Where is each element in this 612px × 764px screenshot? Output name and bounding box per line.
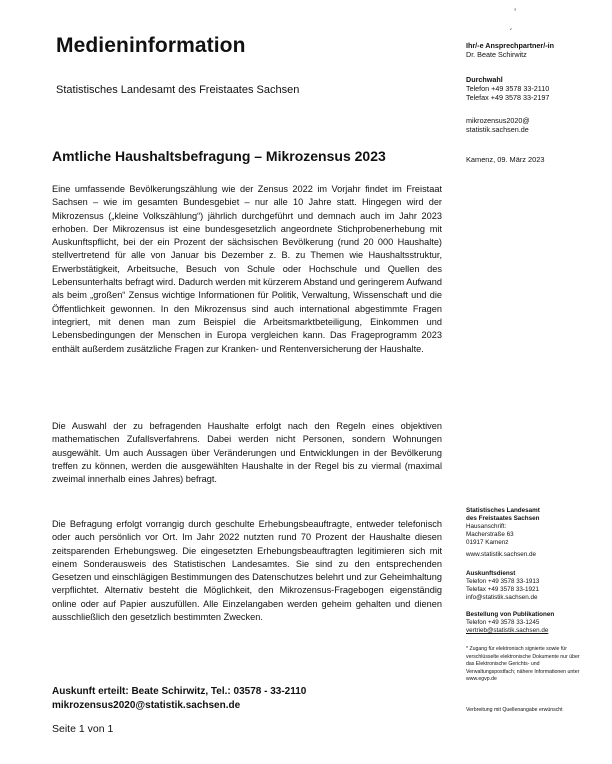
release-date: Kamenz, 09. März 2023 <box>466 155 545 164</box>
publications-label: Bestellung von Publikationen <box>466 611 555 618</box>
publications-order <box>466 611 554 635</box>
body-paragraph: Eine umfassende Bevölkerungszählung wie der Zensus 2022 im Vorjahr findet im Freistaat Sachsen – wie im gesamten Bundesgebiet – nur alle 10 Jahre statt. Hingegen wird der Mikrozensus („kleine Volkszählung“) jährlich durchgeführt und demnach auch im Jahr 2023 erhoben. Der Mikrozensus ist eine bundesgesetzlich angeordnete Stichprobenerhebung mit Auskunftspflicht, bei der ein Prozent der sächsischen Bevölkerung (rund 20 000 Haushalte) stellvertretend für alle von Januar bis Dezember z. B. zu Themen wie Haushaltsstruktur, Erwerbstätigkeit, Arbeitsuche, Besuch von Schule oder Hochschule und Quellen des Lebensunterhalts befragt wird. Dadurch werden mit kürzerem Abstand und geringerem Aufwand als beim „großen“ Zensus wichtige Informationen für Politik, Verwaltung, Wissenschaft und die Öffentlichkeit gewonnen. In den Mikrozensus sind auch international abgestimmte Fragen integriert, mit denen man zum Beispiel die Arbeitsmarktbeteiligung, Einkommen und Lebensbedingungen der Menschen in Europa vergleichen kann. Das Frageprogramm 2023 enthält außerdem zusätzliche Fragen zur Kranken- und Rentenversicherung der Haushalte. <box>52 184 442 354</box>
website-link[interactable]: www.statistik.sachsen.de <box>466 551 536 558</box>
phone-label: Durchwahl <box>466 75 503 84</box>
email-line: mikrozensus2020@ <box>466 116 530 125</box>
issuer-name: Statistisches Landesamt des Freistaates Sachsen <box>56 84 300 96</box>
document-title: Medieninformation <box>56 34 246 57</box>
office-name: Statistisches Landesamt <box>466 507 540 514</box>
city: 01917 Kamenz <box>466 539 509 546</box>
fax-number: Telefax +49 3578 33-2197 <box>466 93 550 102</box>
phone-number: Telefon +49 3578 33-2110 <box>466 84 550 93</box>
publications-phone: Telefon +49 3578 33-1245 <box>466 619 540 626</box>
page-number: Seite 1 von 1 <box>52 723 114 735</box>
contact-label: Ihr/-e Ansprechpartner/-in <box>466 41 554 50</box>
office-address <box>466 507 540 547</box>
scan-mark: ˏ <box>509 20 513 31</box>
service-label: Auskunftsdienst <box>466 570 516 577</box>
service-fax: Telefax +49 3578 33-1921 <box>466 586 539 593</box>
info-service <box>466 570 539 602</box>
service-email[interactable]: info@statistik.sachsen.de <box>466 594 538 601</box>
email-block <box>466 116 530 134</box>
headline: Amtliche Haushaltsbefragung – Mikrozensus 2023 <box>52 148 386 164</box>
footer-email[interactable]: mikrozensus2020@statistik.sachsen.de <box>52 700 241 711</box>
contact-block <box>466 41 554 59</box>
reuse-note: Verbreitung mit Quellenangabe erwünscht <box>466 707 563 713</box>
body-paragraph: Die Auswahl der zu befragenden Haushalte erfolgt nach den Regeln eines objektiven mathematischen Zufallsverfahrens. Dabei werden nicht Personen, sondern Wohnungen ausgewählt. Um auch Aussagen über Veränderungen und Entwicklungen in der Bevölkerung treffen zu können, werden die ausgewählten Haushalte in der Regel bis zu viermal (maximal zweimal innerhalb eines Jahres) befragt. <box>52 421 442 485</box>
electronic-access-note: * Zugang für elektronisch signierte sowie für verschlüsselte elektronische Dokumente nur über das Elektronische Gerichts- und Verwaltungspostfach; nähere Informationen unter www.egvp.de <box>466 646 580 682</box>
address-label: Hausanschrift: <box>466 523 507 530</box>
street: Macherstraße 63 <box>466 531 514 538</box>
direct-dial-block <box>466 75 549 102</box>
body-paragraph: Die Befragung erfolgt vorrangig durch geschulte Erhebungsbeauftragte, entweder telefonisch oder auch persönlich vor Ort. Im Jahr 2022 nutzten rund 70 Prozent der Haushalte diesen zeitsparenden Erhebungsweg. Die eingesetzten Erhebungsbeauftragten legitimieren sich mit einem Sonderausweis des Statistischen Landesamtes. Sie sind zu den entsprechenden Gesetzen und einschlägigen Bestimmungen des Datenschutzes belehrt und zur Geheimhaltung verpflichtet. Alternativ besteht die Möglichkeit, den Mikrozensus-Fragebogen eigenständig online oder auf Papier auszufüllen. Alle Einzelangaben werden geheim gehalten und dienen ausschließlich den gesetzlich bestimmten Zwecken. <box>52 519 442 623</box>
contact-name: Dr. Beate Schirwitz <box>466 50 527 59</box>
scan-mark: ʼ <box>514 8 517 19</box>
footer-contact: Auskunft erteilt: Beate Schirwitz, Tel.: 03578 - 33-2110 <box>52 686 307 697</box>
publications-email[interactable]: vertrieb@statistik.sachsen.de <box>466 627 549 634</box>
email-line: statistik.sachsen.de <box>466 125 529 134</box>
office-name: des Freistaates Sachsen <box>466 515 540 522</box>
service-phone: Telefon +49 3578 33-1913 <box>466 578 540 585</box>
